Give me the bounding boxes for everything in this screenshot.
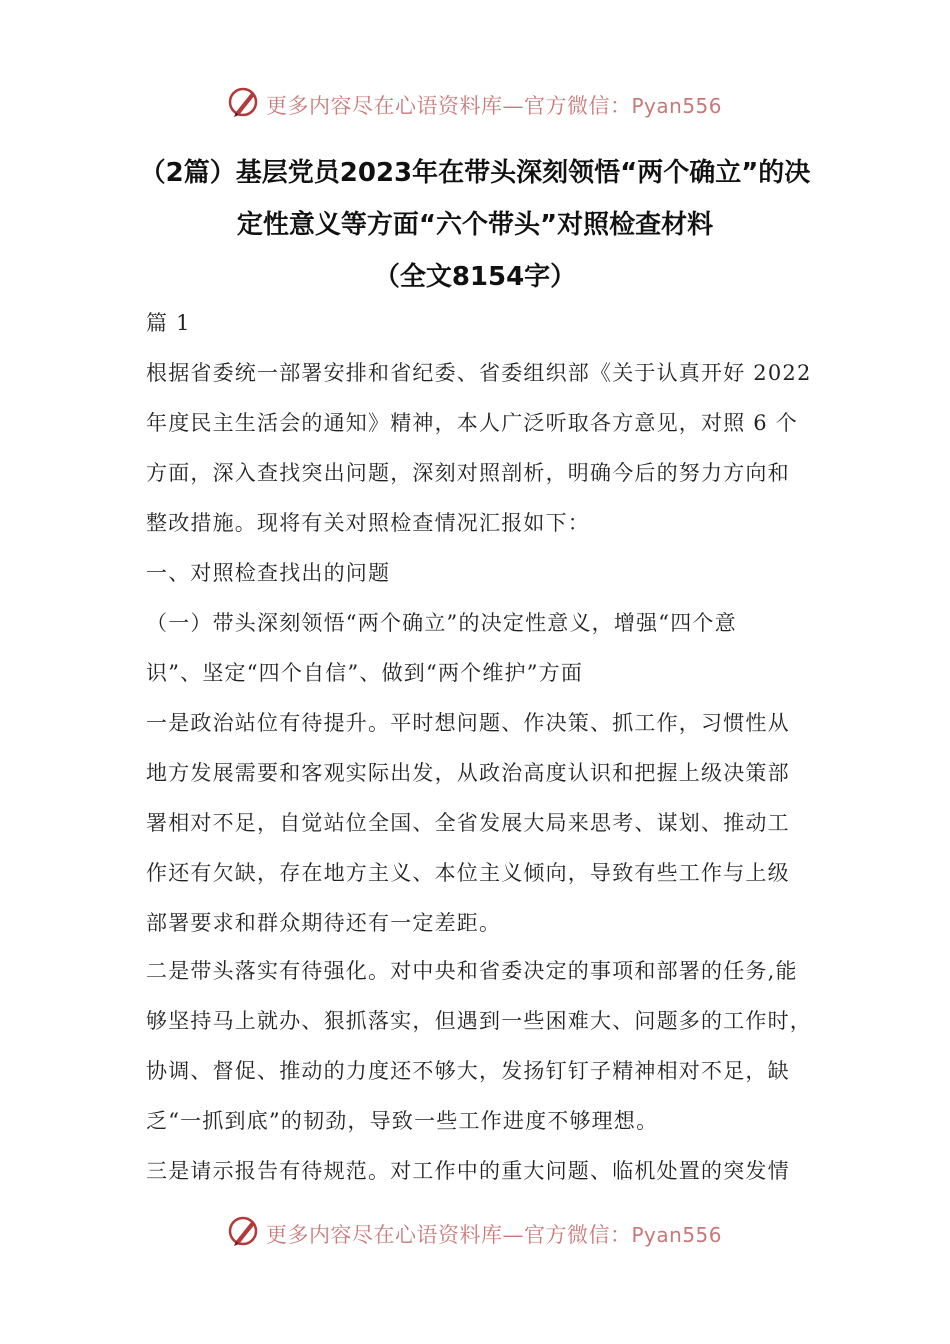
pen-logo-icon: [226, 84, 262, 120]
document-title-line-2: 定性意义等方面“六个带头”对照检查材料: [236, 210, 714, 240]
watermark-text: 更多内容尽在心语资料库—官方微信：Pyan556: [266, 94, 723, 118]
document-title-line-1: （2篇）基层党员2023年在带头深刻领悟“两个确立”的决: [139, 158, 811, 188]
body-line: 乏“一抓到底”的韧劲，导致一些工作进度不够理想。: [146, 1109, 659, 1133]
body-line: 方面，深入查找突出问题，深刻对照剖析，明确今后的努力方向和: [146, 461, 790, 485]
pen-logo-icon: [226, 1213, 262, 1249]
body-line: 够坚持马上就办、狠抓落实，但遇到一些困难大、问题多的工作时，: [146, 1009, 812, 1033]
body-line: 三是请示报告有待规范。对工作中的重大问题、临机处置的突发情: [146, 1159, 790, 1183]
body-line: 署相对不足，自觉站位全国、全省发展大局来思考、谋划、推动工: [146, 811, 790, 835]
body-line: 一是政治站位有待提升。平时想问题、作决策、抓工作，习惯性从: [146, 711, 790, 735]
body-line: 部署要求和群众期待还有一定差距。: [146, 911, 502, 935]
document-word-count: （全文8154字）: [373, 262, 577, 292]
header-watermark-banner: [0, 82, 950, 122]
body-line: 根据省委统一部署安排和省纪委、省委组织部《关于认真开好 2022: [146, 361, 812, 385]
subsection-heading: 识”、坚定“四个自信”、做到“两个维护”方面: [146, 661, 584, 685]
body-line: 协调、督促、推动的力度还不够大，发扬钉钉子精神相对不足，缺: [146, 1059, 790, 1083]
body-line: 年度民主生活会的通知》精神，本人广泛听取各方意见，对照 6 个: [146, 411, 798, 435]
watermark-text: 更多内容尽在心语资料库—官方微信：Pyan556: [266, 1223, 723, 1247]
body-line: 作还有欠缺，存在地方主义、本位主义倾向，导致有些工作与上级: [146, 861, 790, 885]
footer-watermark-banner: [0, 1211, 950, 1251]
subsection-heading: （一）带头深刻领悟“两个确立”的决定性意义，增强“四个意: [146, 611, 737, 635]
section-label: 篇 1: [146, 311, 191, 335]
body-line: 二是带头落实有待强化。对中央和省委决定的事项和部署的任务,能: [146, 959, 798, 983]
body-line: 整改措施。现将有关对照检查情况汇报如下：: [146, 511, 590, 535]
body-line: 地方发展需要和客观实际出发，从政治高度认识和把握上级决策部: [146, 761, 790, 785]
section-heading: 一、对照检查找出的问题: [146, 561, 391, 585]
